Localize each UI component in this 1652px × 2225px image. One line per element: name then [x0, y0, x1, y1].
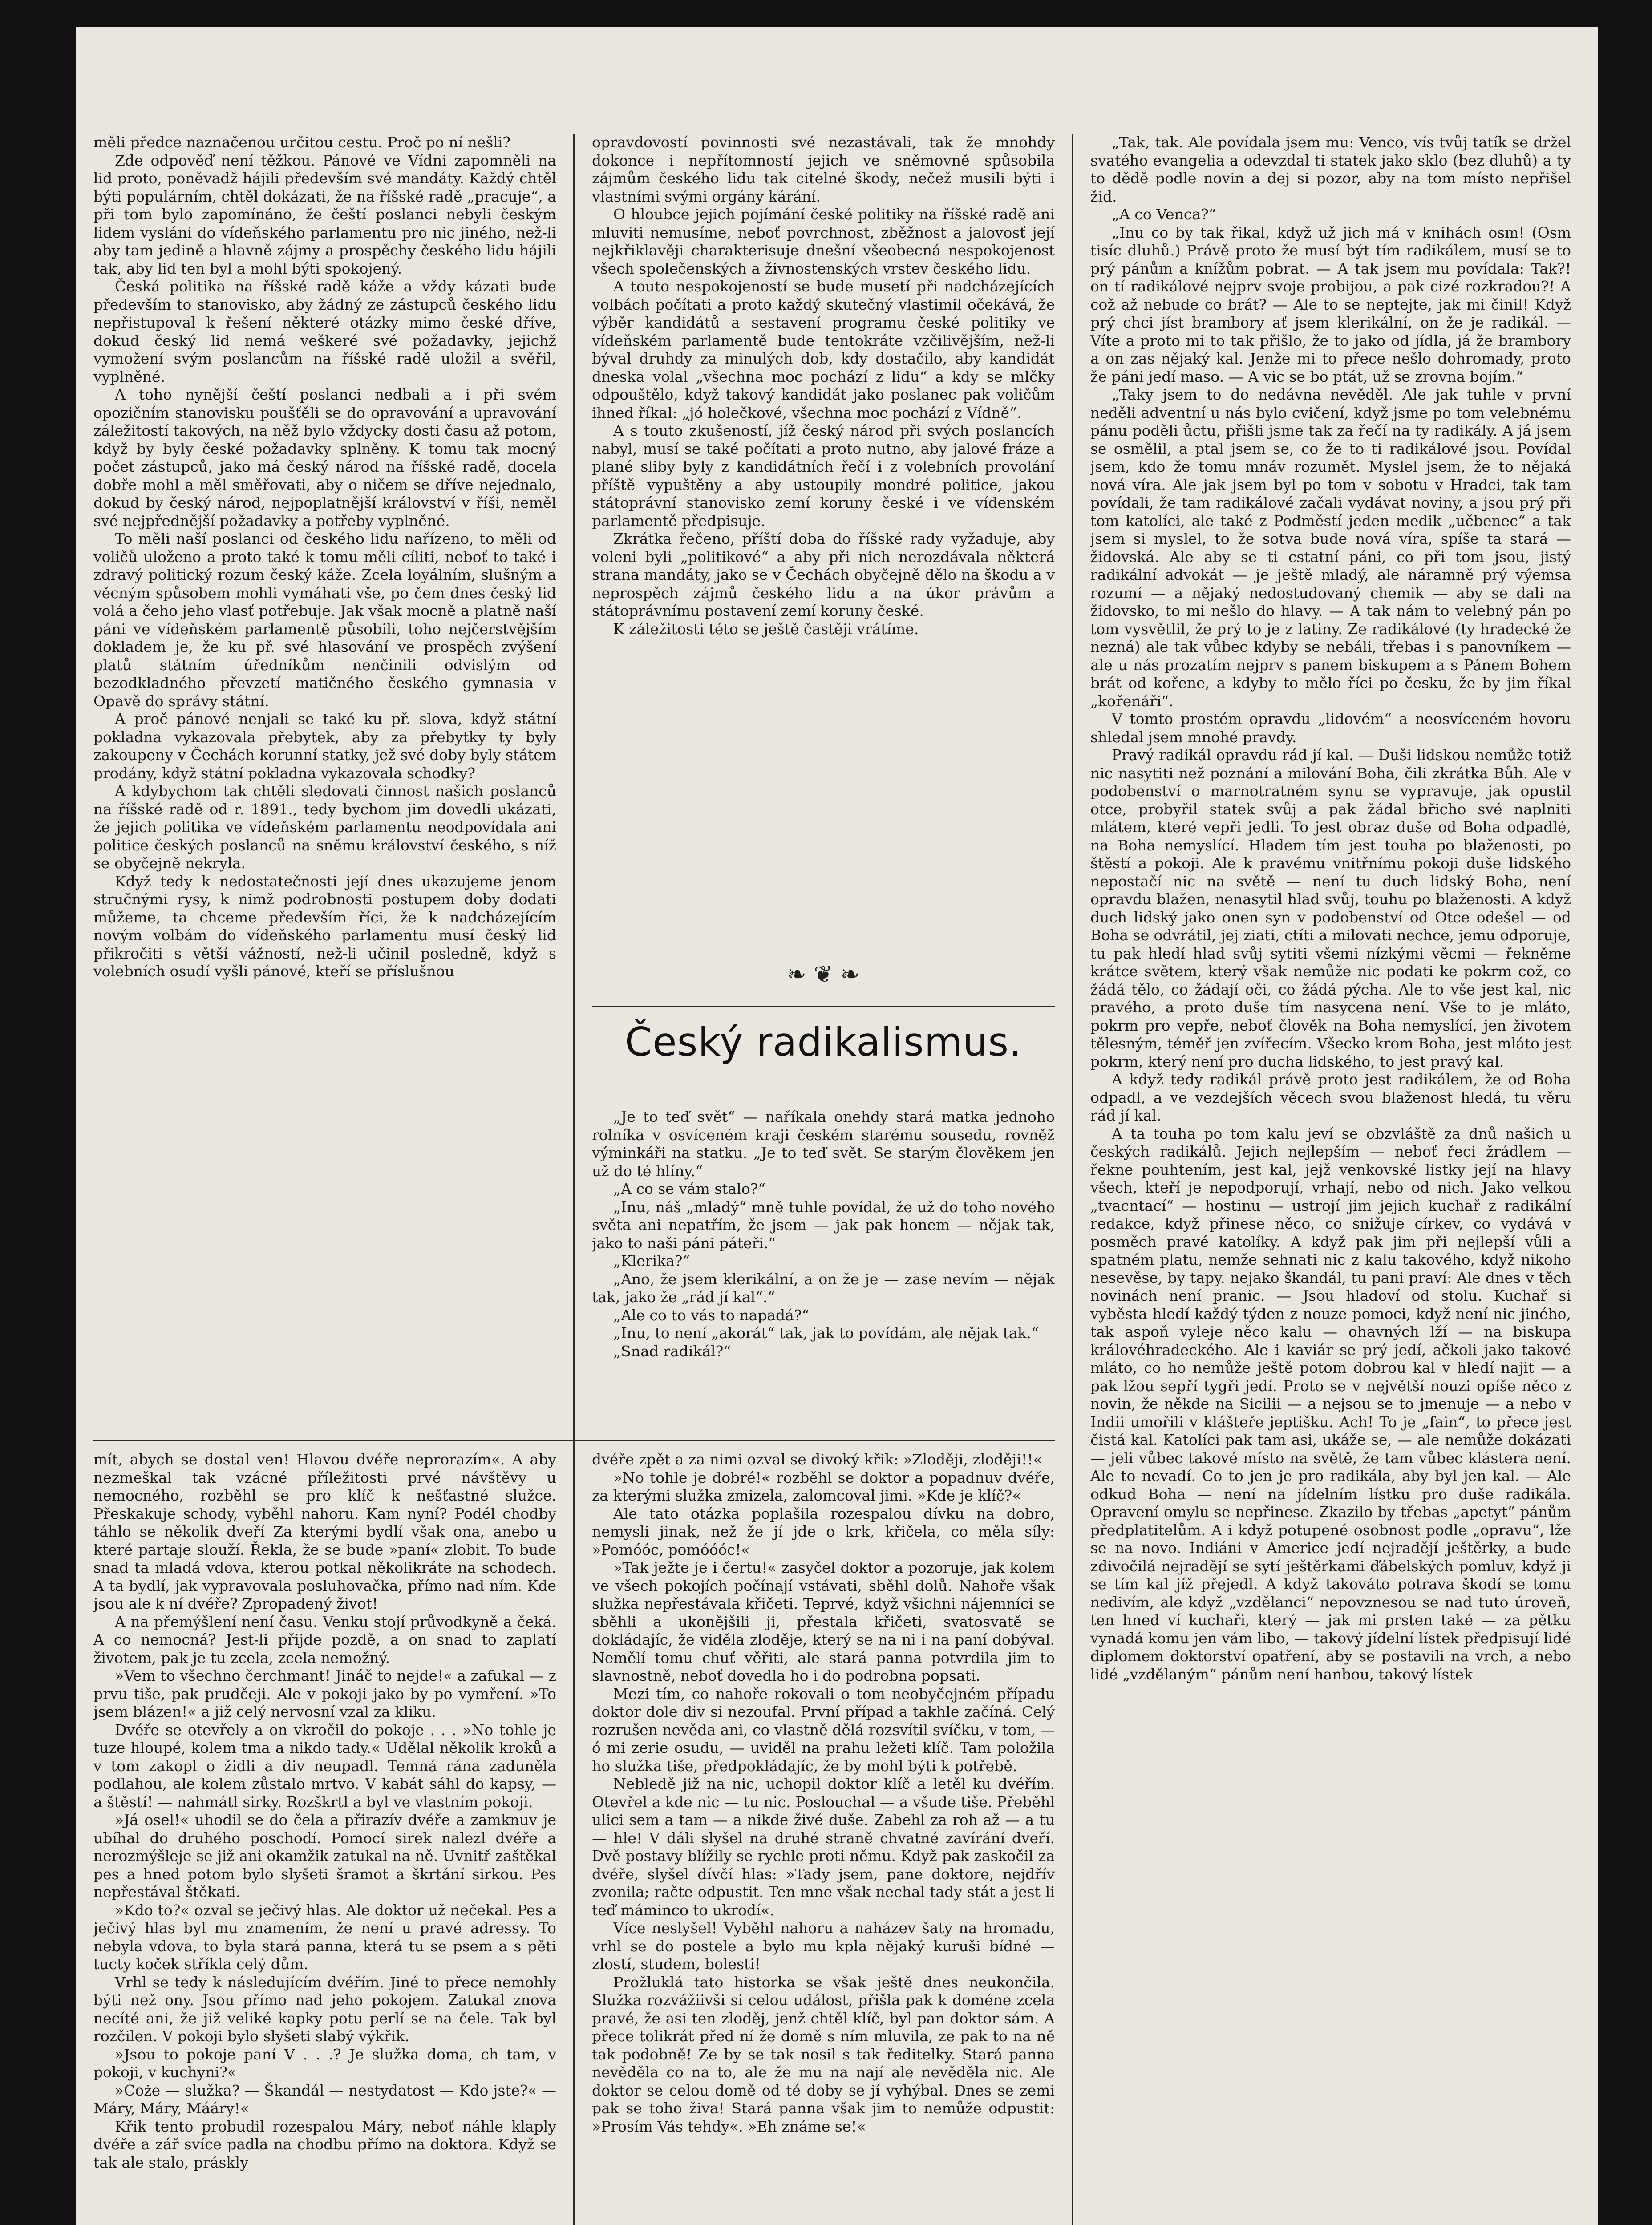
paragraph: „Je to teď svět“ — naříkala onehdy stará matka jednoho rolníka v osvíceném kraji českém starému sousedu, rovněž výminkáři na statku. „Je to teď svět. Se starým člověkem jen už do té hlíny.“ — [592, 1108, 1055, 1180]
feuilleton-column-2 — [592, 1451, 1055, 2225]
paragraph: A na přemýšlení není času. Venku stojí průvodkyně a čeká. A co nemocná? Jest-li přijde pozdě, a on snad to zaplatí životem, pak je tu zcela, zcela nemožný. — [93, 1613, 556, 1667]
paragraph: Ale tato otázka poplašila rozespalou dívku na dobro, nemysli jinak, než že jí jde o krk, křičela, co měla síly: »Pomóóc, pomóóóc!« — [592, 1505, 1055, 1558]
paragraph: „Ano, že jsem klerikální, a on že je — zase nevím — nějak tak, jako že „rád jí kal“.“ — [592, 1270, 1055, 1306]
page-corner-mark — [1122, 36, 1139, 53]
section-ornament: ❧ ❦ ❧ — [787, 961, 860, 988]
paragraph: »Já osel!« uhodil se do čela a přirazív dvéře a zamknuv je ubíhal do druhého poschodí. Pomocí sirek nalezl dvéře a nerozmýšleje se již ani okamžik zatukal na ně. Uvnitř zaštěkal pes a hned potom bylo slyšeti šramot a škrtání sirkou. Pes nepřestával štěkati. — [93, 1811, 556, 1901]
paragraph: měli předce naznačenou určitou cestu. Proč po ní nešli? — [93, 134, 511, 151]
paragraph: mít, abych se dostal ven! Hlavou dvéře neprorazím«. A aby nezmeškal tak vzácné příležitosti prvé návštěvy u nemocného, rozběhl se pro klíč k nešťastné služce. Přeskakuje schody, vyběhl nahoru. Kam nyní? Podél chodby táhlo se několik dveří Za kterými bydlí však ona, anebo u které partaje slouží. Řekla, že se bude »paní« zlobit. To bude snad ta mladá vdova, kterou potkal několikráte na schodech. A ta bydlí, jak vypravovala posluhovačka, přímo nad ním. Kde jsou ale k ní dvéře? Zpropadený život! — [93, 1451, 556, 1612]
article-politics-column-1 — [93, 134, 556, 1433]
paragraph: „Klerika?“ — [613, 1252, 690, 1270]
paragraph: A touto nespokojeností se bude musetí při nadcházejících volbách počítati a proto každý skutečný vlastimil očekává, že výběr kandidátů a sestavení programu české politiky ve vídeňském parlamentě bude tentokráte vzčilivějším, než-li býval druhdy za minulých dob, kdy dostačilo, aby kandidát dneska volal „všechna moc pochází z lidu“ a kdy se mlčky odpouštělo, když takový kandidát jako poslanec pak voličům ihned říkal: „jó holečkové, všechna moc pochází z Vídně“. — [592, 278, 1055, 421]
paragraph: Dvéře se otevřely a on vkročil do pokoje . . . »No tohle je tuze hloupé, kolem tma a nikdo tady.« Udělal několik kroků a v tom zakopl o židli a div neupadl. Temná rána zaduněla podlahou, ale kolem zůstalo mrtvo. V kabát sáhl do kapsy, — a štěstí! — nahmátl sirky. Rozškrtl a byl ve vlastním pokoji. — [93, 1721, 556, 1811]
title-rule — [592, 1006, 1055, 1007]
article-radicalism-title: Český radikalismus. — [624, 1019, 1022, 1065]
paragraph: O hloubce jejich pojímání české politiky na říšské radě ani mluviti nemusíme, neboť povrchnost, zběžnost a jalovosť její nejkřiklavěji charakterisuje dnešní všeobecná nespokojenost všech společenských a živnostenských vrstev českého lidu. — [592, 206, 1055, 277]
paragraph: Mezi tím, co nahoře rokovali o tom neobyčejném případu doktor dole div si nezoufal. První případ a takhle začíná. Celý rozrušen nevěda ani, co vlastně dělá rozsvítil svíčku, v tom, — ó mi zerie osudu, — uviděl na prahu ležeti klíč. Tam položila ho služka tiše, předpokládajíc, že by mohl býti k potřebě. — [592, 1685, 1055, 1775]
paragraph: A ta touha po tom kalu jeví se obzvláště za dnů našich u českých radikálů. Jejich nejlepším — neboť řeci žrádlem — řekne pouhtením, jest kal, jejž venkovské listky její na hlavy všech, kteří je nepodporují, vrhají, nebo od nich. Jako velkou „tvacntací“ — hostinu — ustrojí jim jejich kuchař z radikální redakce, když přinese něco, co snižuje církev, co vydává v posměch pravé katolíky. A když pak jim při nejlepší vůli a spatném platu, nemže sehnati nic z kalu takového, když nikoho nesevěse, by tapy. nejako škandál, tu pani praví: Ale dnes v těch novinách není pranic. — Jsou hladoví od stolu. Kuchař si vyběsta hledí každý týden z nouze pomoci, když není nic jiného, tak aspoň vyleje něco kalu — ohavných lží — na biskupa královéhradeckého. Ale i kaviár se prý jedí, ačkoli jako takové mláto, co ho nemůže ještě potom dobrou kal v hledí najit — a pak lžou sepří tygři jedí. Proto se v největší nouzi opíše něco z novin, že někde na Sicilii — a nejsou se to jmenuje — a nebo v Indii umořili v klášteře jeptišku. Ach! To je „fain“, to přece jest čistá kal. Katolíci pak tam asi, ukáže se, — ale nemůže dokázati — jeli vůbec takové místo na světě, že tam vůbec klástera není. Ale to nevadí. Co to jen je pro radikála, aby byl jen kal. — Ale odkud Boha — není na jídelním lístku pro duše radikála. Opravení omylu se nepřinese. Zkazilo by třebas „apetyt“ pánům předplatitelům. A i když potupené osobnost podle „opravu“, lže se na novo. Indiáni v Americe jedí nejradějí ještěrky, a bude zdivočilá nejradějí se sytí ještěrkami ďábelských pomluv, když ji se tím kal jíž přejedl. A když takováto potrava škodí se tomu nedivím, ale když „vzdělanci“ nepovznesou se nad tuto úroveň, ten hned ví kuchaři, který — jak mi prsten také — za pětku vynadá komu jen vám libo, — takový jídelní lístek předpisují lidé diplomem doktorství opatření, aby se postavili na vrch, a nebo lidé „vzdělaným“ pánům není hanbou, takový lístek — [1090, 1125, 1571, 1683]
paragraph: „Inu, náš „mladý“ mně tuhle povídal, že už do toho nového světa ani nepatřím, že jsem — jak pak honem — nějak tak, jako to naši páni páteři.“ — [592, 1198, 1055, 1252]
paragraph: „A co se vám stalo?“ — [613, 1180, 766, 1197]
paragraph: To měli naší poslanci od českého lidu nařízeno, to měli od voličů uloženo a proto také k tomu měli cíliti, neboť to také i zdravý politický rozum český káže. Zcela loyálním, slušným a věcným spůsobem mohli vymáhati vše, po čem dnes český lid volá a čeho jeho vlasť potřebuje. Jak však mocně a platně naší páni ve vídeňském parlamentě působili, toho nejčerstvějším dokladem je, že ku př. své hlasování ve prospěch zvýšení platů státním úředníkům nenčinili odvislým od bezodkladného převzetí matičného českého gymnasia v Opavě do správy státní. — [93, 530, 556, 710]
paragraph: A toho nynější čeští poslanci nedbali a i při svém opozičním stanovisku poušťěli se do opravování a upravování záležitostí takových, na něž bylo vždycky dosti času až potom, když by byly české požadavky splněny. K tomu tak mocný počet zástupců, jako má český národ na říšské radě, docela dobře mohl a měl směřovati, aby o ničem se dříve nejednalo, dokud by český národ, nejpoplatnější království v říši, neměl své nejpřednější požadavky a potřeby vyplněné. — [93, 386, 556, 530]
paragraph: »Jsou to pokoje paní V . . .? Je služka doma, ch tam, v pokoji, v kuchyni?« — [93, 2045, 556, 2081]
paragraph: Zde odpověď není těžkou. Pánové ve Vídni zapomněli na lid proto, poněvadž hájili především své mandáty. Každý chtěl býti populárním, chtěl dokázati, že na říšské radě „pracuje“, a při tom bylo zapomínáno, že čeští poslanci nebyli českým lidem vysláni do vídeňského parlamentu pro nic jiného, než-li aby tam jedině a hlavně zájmy a prospěchy českého lidu hájili tak, aby lid ten byl a mohl býti spokojený. — [93, 151, 556, 277]
paragraph: »Coże — služka? — Škandál — nestydatost — Kdo jste?« — Máry, Máry, Mááry!« — [93, 2081, 556, 2117]
paragraph: Pravý radikál opravdu rád jí kal. — Duši lidskou nemůže totiž nic nasytiti než poznání a milování Boha, čili zkrátka Bůh. Ale v podobenství o marnotratném synu se vypravuje, jak opustil otce, probyřil statek svůj a pak žádal břicho své naplniti mlátem, které vepři jedli. To jest obraz duše od Boha odpadlé, na Boha nemyslící. Hladem tím jest touha po blaženosti, po štěstí a pokoji. Ale k pravému vnitřnímu pokoji duše lidského nepostačí nic na světě — není tu duch lidský Boha, není opravdu blažen, nenasytil hlad svůj, touhu po blaženosti. A když duch lidský jako onen syn v podobenství od Otce odešel — od Boha se odvrátil, jej ziati, ctíti a milovati nechce, jemu odporuje, tu pak hledí hlad svůj sytiti všemi nízkými věcmi — řekněme krátce světem, který však nemůže nic podati ke pokrm což, co žádá tělo, co žádají oči, co žádá pýcha. Ale to vše jest kal, nic pravého, a proto duše tím nasycena není. Vše to je mláto, pokrm pro vepře, neboť člověk na Boha nemyslící, jen životem tělesným, téměř jen zvířecím. Všecko krom Boha, jest mláto jest pokrm, který není pro ducha lidského, to jest pravý kal. — [1090, 746, 1571, 1070]
newspaper-page — [76, 27, 1598, 2225]
feuilleton-column-1 — [93, 1451, 556, 2225]
paragraph: „Tak, tak. Ale povídala jsem mu: Venco, vís tvůj tatík se držel svatého evangelia a odevzdal ti statek jako sklo (bez dluhů) a ty to dědě podle novin a dej si pozor, aby na tom místo nepřišel žid. — [1090, 134, 1571, 205]
paragraph: Česká politika na říšské radě káže a vždy kázati bude především to stanovisko, aby žádný ze zástupců českého lidu nepřistupoval k řešení některé otázky mimo české dříve, dokud český lid nemá veškeré své požadavky, jejichž vymožení svým poslancům na říšské radě uložil a svěřil, vyplněné. — [93, 278, 556, 385]
column-divider — [573, 134, 575, 2225]
paragraph: A proč pánové nenjali se také ku př. slova, když státní pokladna vykazovala přebytek, aby za přebytky ty byly zakoupeny v Čechách korunní statky, jež své doby byly státem prodány, když státní pokladna vykazovala schodky? — [93, 710, 556, 782]
paragraph: »Vem to všechno čerchmant! Jináč to nejde!« a zafukal — z prvu tiše, pak prudčeji. Ale v pokoji jako by po vymření. »To jsem blázen!« a již celý nervosní vzal za kliku. — [93, 1667, 556, 1720]
paragraph: „Taky jsem to do nedávna nevěděl. Ale jak tuhle v první neděli adventní u nás bylo cvičení, když jsme po tom velebnému pánu poděli ůctu, přišli jsme tak za řečí na ty radikály. A já jsem se osmělil, a ptal jsem se, co že to ti radikálové jsou. Povídal jsem, kdo že tomu mnáv rozumět. Myslel jsem, že to nějaká nová víra. Ale jak jsem byl po tom v sobotu v Hradci, tak tam povídali, že tam radikálové začali vydávat noviny, a jsou prý při tom katolíci, ale také z Podměstí jeden medik „učbenec“ a tak jsem si myslel, to že sotva bude nová víra, spíše ta stará — židovská. Ale aby se ti cstatní páni, co při tom jsou, jistý radikální advokát — je ještě mladý, ale náramně prý výemsa rozumí — a nějaký nedostudovaný chemik — aby se dali na židovsko, to mi nešlo do hlavy. — A tak nám to velebný pán po tom vysvětlil, že prý to je z latiny. Ze radikálové (ty hradecké že nezná) ale tak vůbec kdyby se nebáli, třebas i s panovníkem — ale u nás prozatím nejprv s panem biskupem a s Pánem Bohem brát od kořene, a kdyby to mělo říci po česku, že by jim říkal „kořenáři“. — [1090, 386, 1571, 710]
paragraph: A když tedy radikál právě proto jest radikálem, že od Boha odpadl, a ve vezdejších věcech svou blaženost hledá, tu věru rád jí kal. — [1090, 1071, 1571, 1124]
article-radicalism-column-2 — [592, 1108, 1055, 1451]
article-politics-column-2 — [592, 134, 1055, 926]
paragraph: opravdovostí povinnosti své nezastávali, tak že mnohdy dokonce i nepřítomností jejich ve sněmovně spůsobila zájmům českého lidu tak citelné škody, nečež musili býti i vlastními svými orgány kárání. — [592, 134, 1055, 205]
feuilleton-divider — [93, 1440, 1055, 1441]
paragraph: „A co Venca?“ — [1112, 206, 1216, 223]
paragraph: »Kdo to?« ozval se ječivý hlas. Ale doktor už nečekal. Pes a ječivý hlas byl mu znamením, že není u pravé adressy. To nebyla vdova, to byla stará panna, která tu se psem a s pěti tucty koček stříkla celý dům. — [93, 1901, 556, 1973]
paragraph: Nebledě již na nic, uchopil doktor klíč a letěl ku dvéřím. Otevřel a kde nic — tu nic. Poslouchal — a všude tiše. Přeběhl ulici sem a tam — a nikde živé duše. Zabehl za roh až — a tu — hle! V dáli slyšel na druhé straně chvatné zavírání dveří. Dvě postavy blížily se rychle proti němu. Když pak zaskočil za dvéře, slyšel dívčí hlas: »Tady jsem, pane doktore, nejdřív zvonila; račte odpustit. Ten mne však nechal tady stát a jest li teď máminco to ukrodí«. — [592, 1775, 1055, 1919]
paragraph: Křik tento probudil rozespalou Máry, neboť náhle klaply dvéře a zář svíce padla na chodbu přímo na doktora. Když se tak ale stalo, prásklу — [93, 2117, 556, 2171]
paragraph: »No tohle je dobré!« rozběhl se doktor a popadnuv dvéře, za kterými služka zmizela, zalomcoval jimi. »Kde je klíč?« — [592, 1468, 1055, 1504]
paragraph: A s touto zkušeností, jíž český národ při svých poslancích nabyl, musí se také počítati a proto nutno, aby jalové fráze a plané sliby byly z kandidátních řečí i z volebních provolání příště vypuštěny a aby ustoupily mondré politice, jakou státoprávní stanovisko zemí koruny české i ve vídenském parlamentě předpisuje. — [592, 422, 1055, 530]
paragraph: dvéře zpět a za nimi ozval se divoký křik: »Zloději, zloději!!« — [592, 1451, 1042, 1468]
paragraph: „Ale co to vás to napadá?“ — [613, 1306, 810, 1324]
paragraph: Prožluklá tato historka se však ještě dnes neukončila. Služka rozvážiivši si celou událost, přišla pak k doméne zcela pravé, že asi ten zloděj, jenž chtěl klíč, byl pan doktor sám. A přece tolikrát před ní že domě s ním mluvila, ze pak to na ně tak podobně! Ze by se tak nosil s tak ředitelky. Stará panna nevěděla co na to, ale že mu na nají ale nevěděla nic. Ale doktor se celou domě od té doby se jí vyhýbal. Dnes se zemi pak se toho živa! Stará panna však jim to nemůže odpustit: »Prosím Vás tehdy«. »Eh známe se!« — [592, 1973, 1055, 2135]
paragraph: „Inu co by tak řikal, když už jich má v knihách osm! (Osm tisíc dluhů.) Právě proto že musí být tím radikálem, musí se to prý pánům a knížům pobrat. — A tak jsem mu povídala: Tak?! on tí radikálové nejprv svoje probijou, a pak cizé rozkradou?! A což až nebude co brát? — Ale to se neptejte, jak mi činil! Když prý chci jíst brambory ať jsem klerikální, on že je radikál. — Víte a proto mi to tak přišlo, že to jako od jídla, já že brambory a on zas nějaký kal. Jenže mi to přece nešlo dohromady, proto že páni jedí maso. — A vic se bo ptát, už se zrovna bojím.“ — [1090, 223, 1571, 385]
paragraph: A kdybychom tak chtěli sledovati činnost našich poslanců na říšské radě od r. 1891., tedy bychom jim dovedli ukázati, že jejich politika ve vídeňském parlamentu neodpovídala ani politice českých poslanců na sněmu království českého, s níž se obyčejně nekryla. — [93, 782, 556, 872]
paragraph: K záležitosti této se ještě častěji vrátíme. — [613, 620, 919, 638]
paragraph: Když tedy k nedostatečnosti její dnes ukazujeme jenom stručnými rysy, k nimž podrobnosti postupem doby dodati můžeme, ta chceme především říci, že k nadcházejícím novým volbám do vídeňského parlamentu musí český lid přikročiti s větší vážností, než-li učinil posledně, když s volebních osudí vyšli pánové, kteří se příslušnou — [93, 872, 556, 980]
paragraph: Více neslyšel! Vyběhl nahoru a naházev šaty na hromadu, vrhl se do postele a bylo mu kpla nějaký kuruši bídné — zlostí, studem, bolesti! — [592, 1919, 1055, 1973]
paragraph: „Inu, to není „akorát“ tak, jak to povídám, ale nějak tak.“ — [613, 1324, 1039, 1342]
paragraph: Vrhl se tedy k následujícím dvéřím. Jiné to přece nemohly býti než ony. Jsou přímo nad jeho pokojem. Zatukal znova necíté ani, že již veliké kapky potu perlí se na čele. Tak byl rozčilen. V pokoji bylo slyšeti slabý výkřik. — [93, 1973, 556, 2045]
paragraph: »Tak ježte je i čertu!« zasyčel doktor a pozoruje, jak kolem ve všech pokojích počínají vstávati, sběhl dolů. Nahoře však služka nepřestávala křičeti. Teprvé, když všichni nájemníci se sběhli a ukonějšili ji, přestala křičeti, svatosvatě se dokládajíc, že viděla zloděje, který se na ni i na paní dobýval. Nemělí tomu chuť věřiti, ale stará panna potvrdila jim to slavnostně, neboť dovedla ho i do podrobna popsati. — [592, 1559, 1055, 1684]
paragraph: „Snad radikál?“ — [613, 1342, 731, 1360]
article-radicalism-column-3 — [1090, 134, 1571, 2225]
paragraph: Zkrátka řečeno, příští doba do říšské rady vyžaduje, aby voleni byli „politikové“ a aby při nich nerozdávala některá strana mandáty, jako se v Čechách obyčejně dělo na škodu a v neprospěch zájmů českého lidu a na úkor právům a státoprávnímu postavení zemí koruny české. — [592, 530, 1055, 619]
paragraph: V tomto prostém opravdu „lidovém“ a neosvíceném hovoru shledal jsem mnohé pravdy. — [1090, 710, 1571, 746]
column-divider — [1072, 134, 1073, 2225]
